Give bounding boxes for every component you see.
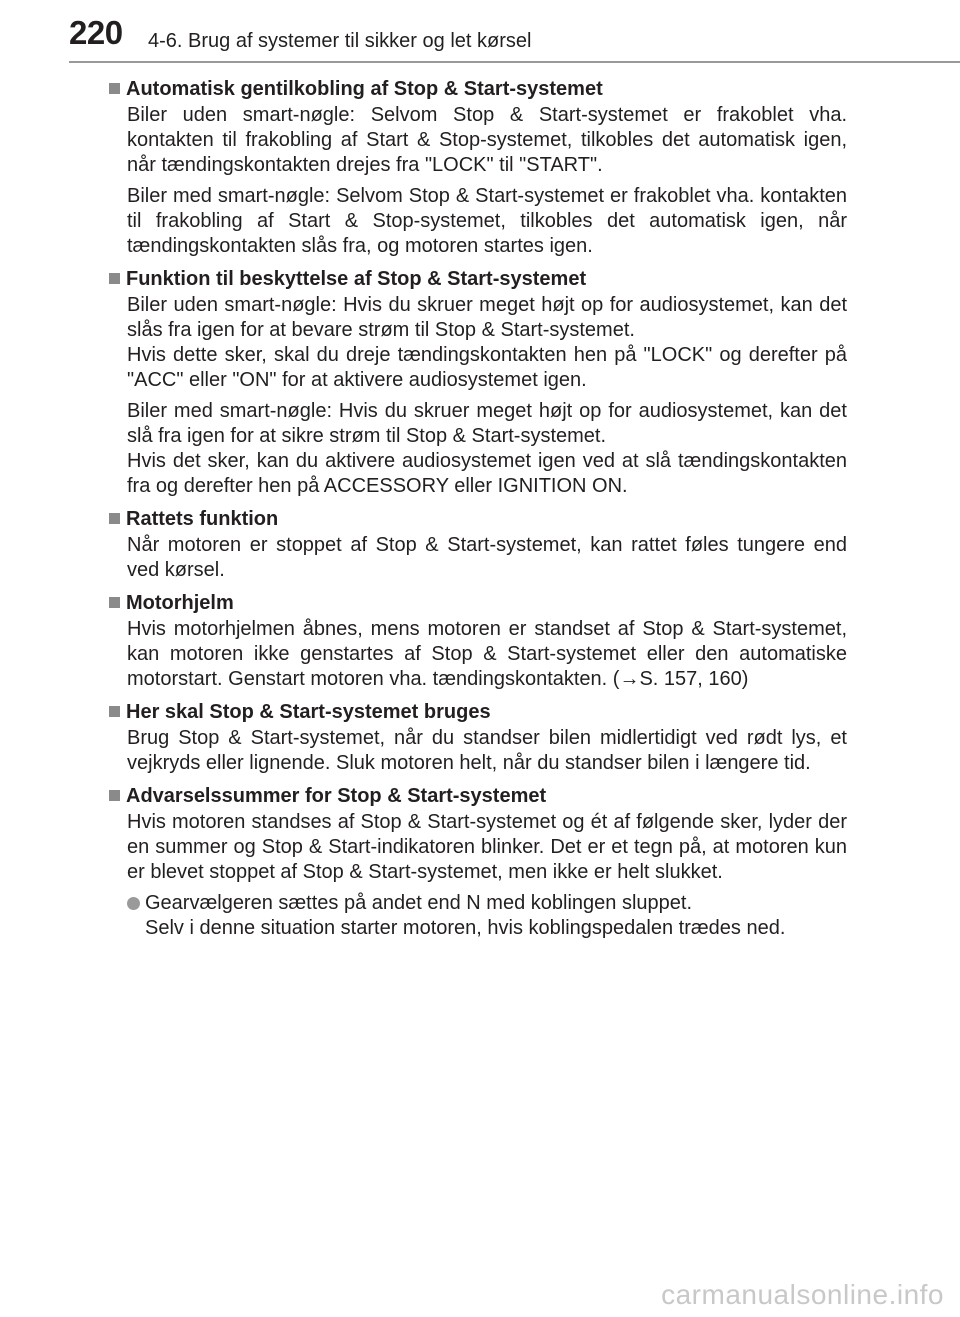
bullet-item — [127, 891, 847, 941]
section-protection-function — [109, 266, 847, 499]
square-bullet-icon — [109, 790, 120, 801]
page-number: 220 — [69, 14, 123, 51]
section-title: Advarselssummer for Stop & Start-systemet — [126, 785, 547, 807]
section-hood — [109, 590, 847, 692]
watermark: carmanualsonline.info — [661, 1279, 944, 1310]
paragraph: Biler med smart-nøgle: Selvom Stop & Start-systemet er frakoblet vha. kontakten til frakobling af Start & Stop-systemet, tilkobles det automatisk igen, når tændingskontakten slås fra, og motoren startes igen. — [127, 185, 847, 257]
header-divider — [69, 61, 960, 63]
bullet-text: Gearvælgeren sættes på andet end N med koblingen sluppet. — [145, 892, 693, 914]
section-usage — [109, 699, 847, 776]
manual-content — [109, 76, 847, 948]
section-heading — [109, 590, 847, 617]
chapter-title: 4-6. Brug af systemer til sikker og let kørsel — [148, 30, 532, 52]
paragraph: Når motoren er stoppet af Stop & Start-systemet, kan rattet føles tungere end ved kørsel. — [127, 534, 847, 581]
section-warning-buzzer — [109, 783, 847, 941]
section-heading — [109, 76, 847, 103]
paragraph: Hvis motoren standses af Stop & Start-systemet og ét af følgende sker, lyder der en summer og Stop & Start-indikatoren blinker. Det er et tegn på, at motoren kun er blevet stoppet af Stop & Start-systemet, men ikke er helt slukket. — [127, 811, 847, 883]
section-title: Rattets funktion — [126, 508, 279, 530]
paragraph: Biler uden smart-nøgle: Selvom Stop & Start-systemet er frakoblet vha. kontakten til frakobling af Start & Stop-systemet, tilkobles det automatisk igen, når tændingskontakten drejes fra "LOCK" til "START". — [127, 104, 847, 176]
square-bullet-icon — [109, 273, 120, 284]
square-bullet-icon — [109, 83, 120, 94]
section-steering — [109, 506, 847, 583]
square-bullet-icon — [109, 597, 120, 608]
square-bullet-icon — [109, 706, 120, 717]
circle-bullet-icon — [127, 897, 140, 910]
section-auto-reconnect — [109, 76, 847, 259]
page-header — [0, 0, 960, 62]
square-bullet-icon — [109, 513, 120, 524]
section-heading — [109, 783, 847, 810]
paragraph: Brug Stop & Start-systemet, når du standser bilen midlertidigt ved rødt lys, et vejkryds eller lignende. Sluk motoren helt, når du standser bilen i længere tid. — [127, 727, 847, 774]
paragraph: Biler uden smart-nøgle: Hvis du skruer meget højt op for audiosystemet, kan det slås fra igen for at bevare strøm til Stop & Start-systemet. — [127, 294, 847, 341]
bullet-text: Selv i denne situation starter motoren, hvis koblingspedalen trædes ned. — [145, 917, 786, 939]
section-title: Her skal Stop & Start-systemet bruges — [126, 701, 491, 723]
section-heading — [109, 266, 847, 293]
paragraph: Hvis motorhjelmen åbnes, mens motoren er standset af Stop & Start-systemet, kan motoren ikke genstartes af Stop & Start-systemet eller den automatiske motorstart. Genstart motoren vha. tændingskontakten. (→S. 157, 160) — [127, 618, 847, 690]
section-title: Funktion til beskyttelse af Stop & Start-systemet — [126, 268, 587, 290]
paragraph: Hvis dette sker, skal du dreje tændingskontakten hen på "LOCK" og derefter på "ACC" eller "ON" for at aktivere audiosystemet igen. — [127, 344, 847, 391]
section-title: Automatisk gentilkobling af Stop & Start-systemet — [126, 78, 603, 100]
section-title: Motorhjelm — [126, 592, 234, 614]
section-heading — [109, 699, 847, 726]
section-heading — [109, 506, 847, 533]
paragraph: Hvis det sker, kan du aktivere audiosystemet igen ved at slå tændingskontakten fra og derefter hen på ACCESSORY eller IGNITION ON. — [127, 450, 847, 497]
paragraph: Biler med smart-nøgle: Hvis du skruer meget højt op for audiosystemet, kan det slå fra igen for at sikre strøm til Stop & Start-systemet. — [127, 400, 847, 447]
